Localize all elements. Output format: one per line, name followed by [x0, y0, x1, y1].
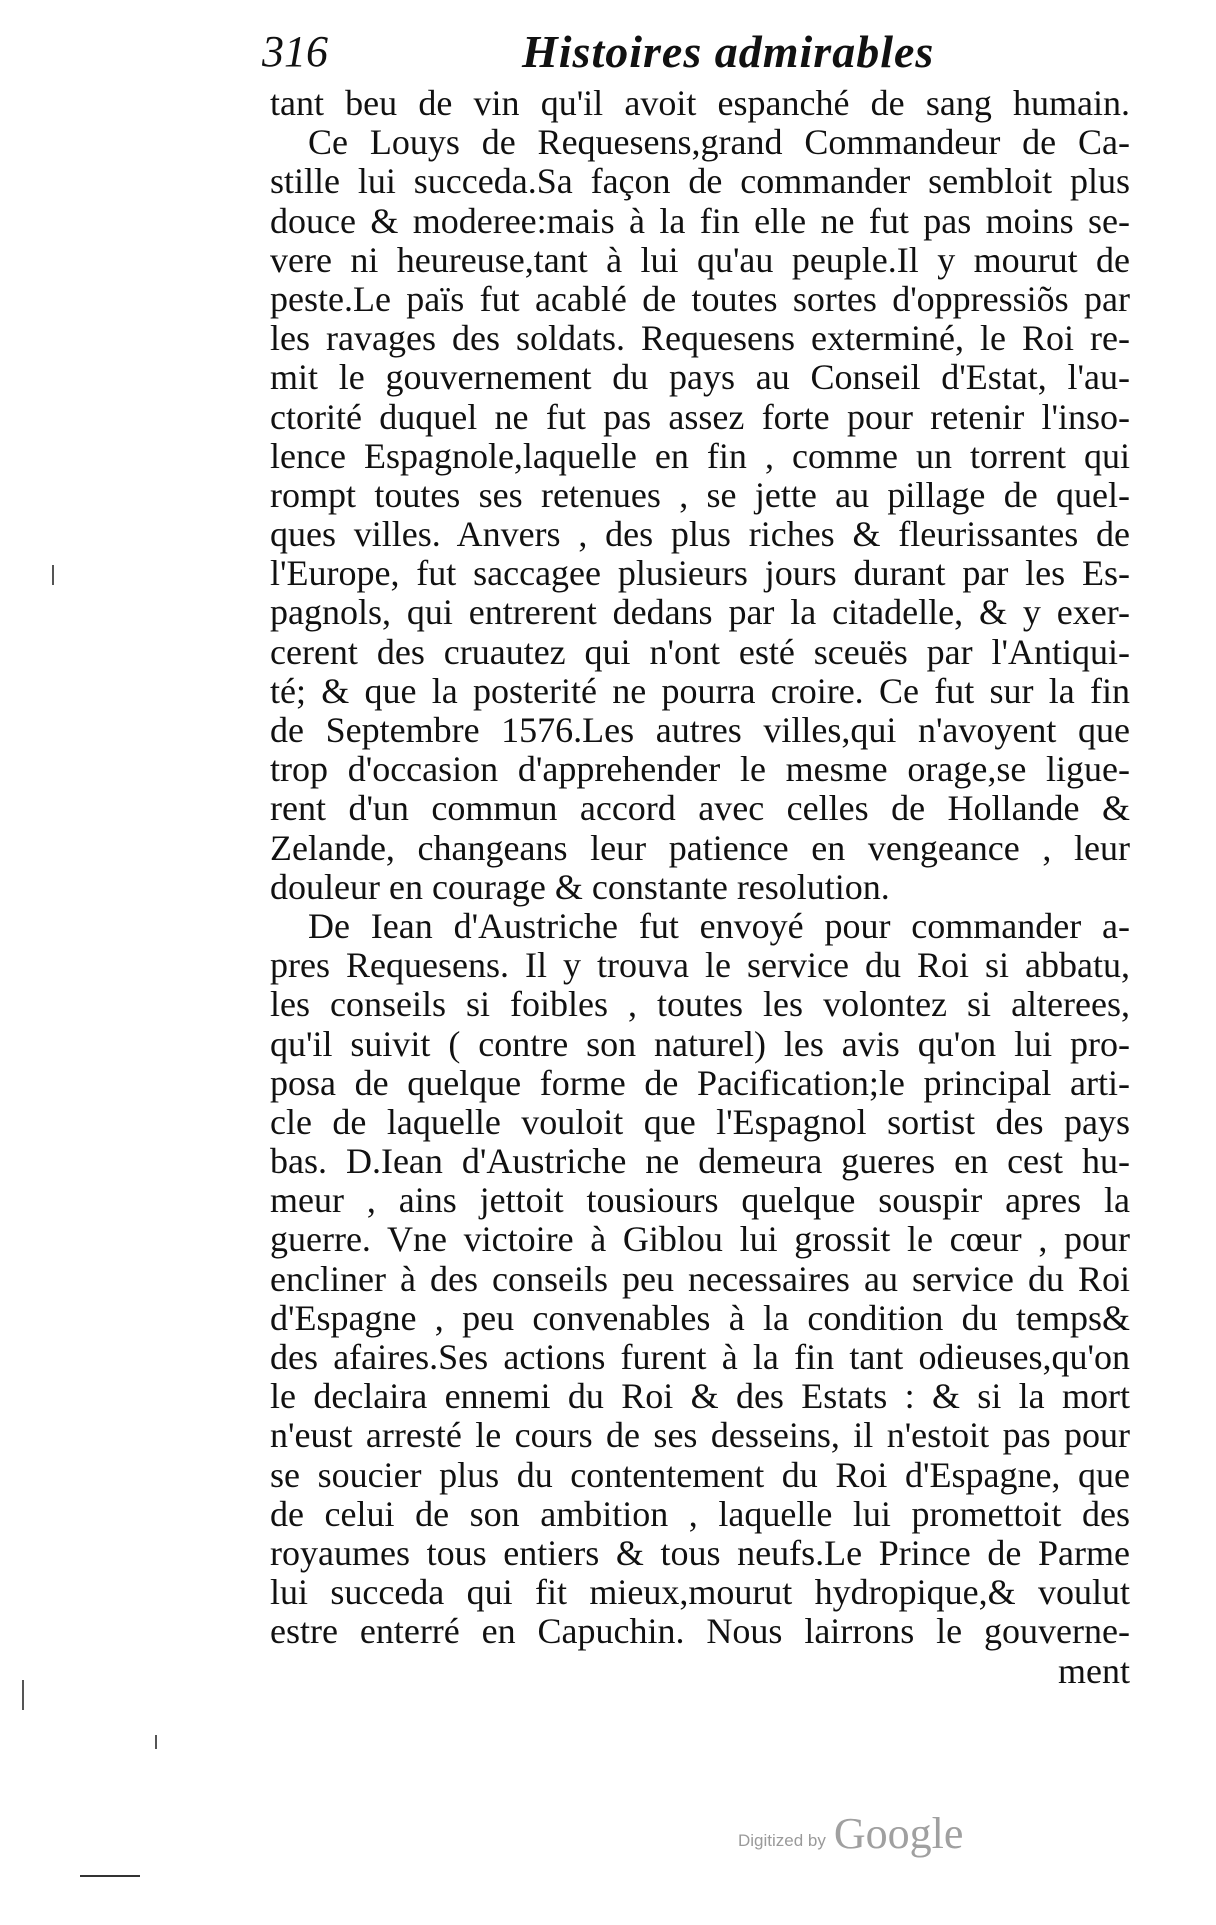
text-line: Zelande, changeans leur patience en vengeance , leur [270, 828, 1130, 868]
text-line: de Septembre 1576.Les autres villes,qui n'avoyent que [270, 711, 1130, 750]
scan-speck [155, 1735, 157, 1749]
digitization-watermark [738, 1808, 963, 1858]
text-line: douce & moderee:mais à la fin elle ne fut pas moins se- [270, 201, 1130, 241]
text-line: rent d'un commun accord avec celles de Hollande & [270, 789, 1130, 829]
text-line: De Iean d'Austriche fut envoyé pour commander a- [308, 906, 1130, 946]
digitized-by-label: Digitized by [738, 1831, 826, 1850]
text-line: guerre. Vne victoire à Giblou lui grossit le cœur , pour [270, 1220, 1130, 1260]
page-number: 316 [262, 27, 328, 76]
text-line: de celui de son ambition , laquelle lui promettoit des [270, 1494, 1130, 1534]
running-title: Histoires admirables [522, 26, 935, 77]
text-line: pres Requesens. Il y trouva le service du Roi si abbatu, [270, 946, 1130, 986]
scan-speck [22, 1680, 24, 1710]
scan-edge-line [80, 1875, 140, 1877]
text-line: vere ni heureuse,tant à lui qu'au peuple.Il y mourut de [270, 240, 1130, 280]
text-line: le declaira ennemi du Roi & des Estats : & si la mort [270, 1377, 1130, 1417]
text-line: l'Europe, fut saccagee plusieurs jours durant par les Es- [270, 554, 1130, 594]
text-line: ctorité duquel ne fut pas assez forte pour retenir l'inso- [270, 397, 1130, 437]
text-line: cerent des cruautez qui n'ont esté sceuës par l'Antiqui- [270, 632, 1130, 672]
page-header [262, 22, 1132, 82]
text-line: royaumes tous entiers & tous neufs.Le Prince de Parme [270, 1533, 1130, 1573]
text-line: les conseils si foibles , toutes les volontez si alterees, [270, 985, 1130, 1025]
text-line: douleur en courage & constante resolution. [270, 867, 890, 907]
text-line: peste.Le païs fut acablé de toutes sortes d'oppressiõs par [270, 279, 1130, 319]
scan-speck [52, 565, 54, 585]
text-line: posa de quelque forme de Pacification;le principal arti- [270, 1063, 1130, 1103]
text-line: qu'il suivit ( contre son naturel) les avis qu'on lui pro- [270, 1024, 1130, 1064]
text-line: Ce Louys de Requesens,grand Commandeur de Ca- [308, 123, 1130, 163]
text-line: des afaires.Ses actions furent à la fin tant odieuses,qu'on [270, 1338, 1130, 1377]
text-line: té; & que la posterité ne pourra croire. Ce fut sur la fin [270, 671, 1130, 711]
text-line: stille lui succeda.Sa façon de commander sembloit plus [270, 162, 1130, 202]
text-line: n'eust arresté le cours de ses desseins, il n'estoit pas pour [270, 1416, 1130, 1456]
text-line: se soucier plus du contentement du Roi d'Espagne, que [270, 1455, 1130, 1495]
text-line: lui succeda qui fit mieux,mourut hydropique,& voulut [270, 1573, 1130, 1613]
text-line: tant beu de vin qu'il avoit espanché de sang humain. [270, 84, 1130, 123]
text-line: d'Espagne , peu convenables à la condition du temps& [270, 1298, 1130, 1338]
text-line: estre enterré en Capuchin. Nous lairrons le gouverne- [270, 1612, 1130, 1652]
text-line: trop d'occasion d'apprehender le mesme orage,se liguе- [270, 750, 1130, 790]
text-line: rompt toutes ses retenues , se jette au pillage de quel- [270, 475, 1130, 515]
text-line: pagnols, qui entrerent dedans par la citadelle, & y exer- [270, 593, 1130, 633]
text-line: les ravages des soldats. Requesens exterminé, le Roi re- [270, 319, 1130, 359]
text-line: encliner à des conseils peu necessaires au service du Roi [270, 1259, 1130, 1299]
text-line: cle de laquelle vouloit que l'Espagnol sortist des pays [270, 1102, 1130, 1142]
text-line: bas. D.Iean d'Austriche ne demeura gueres en cest hu- [270, 1142, 1130, 1182]
body-text [270, 84, 1130, 1691]
catchword: ment [1058, 1651, 1130, 1691]
text-line: ques villes. Anvers , des plus riches & fleurissantes de [270, 515, 1130, 555]
text-line: lence Espagnole,laquelle en fin , comme un torrent qui [270, 436, 1130, 476]
text-line: mit le gouvernement du pays au Conseil d'Estat, l'au- [270, 358, 1130, 398]
text-line: meur , ains jettoit tousiours quelque souspir apres la [270, 1181, 1130, 1221]
google-logo: Google [833, 1809, 964, 1858]
